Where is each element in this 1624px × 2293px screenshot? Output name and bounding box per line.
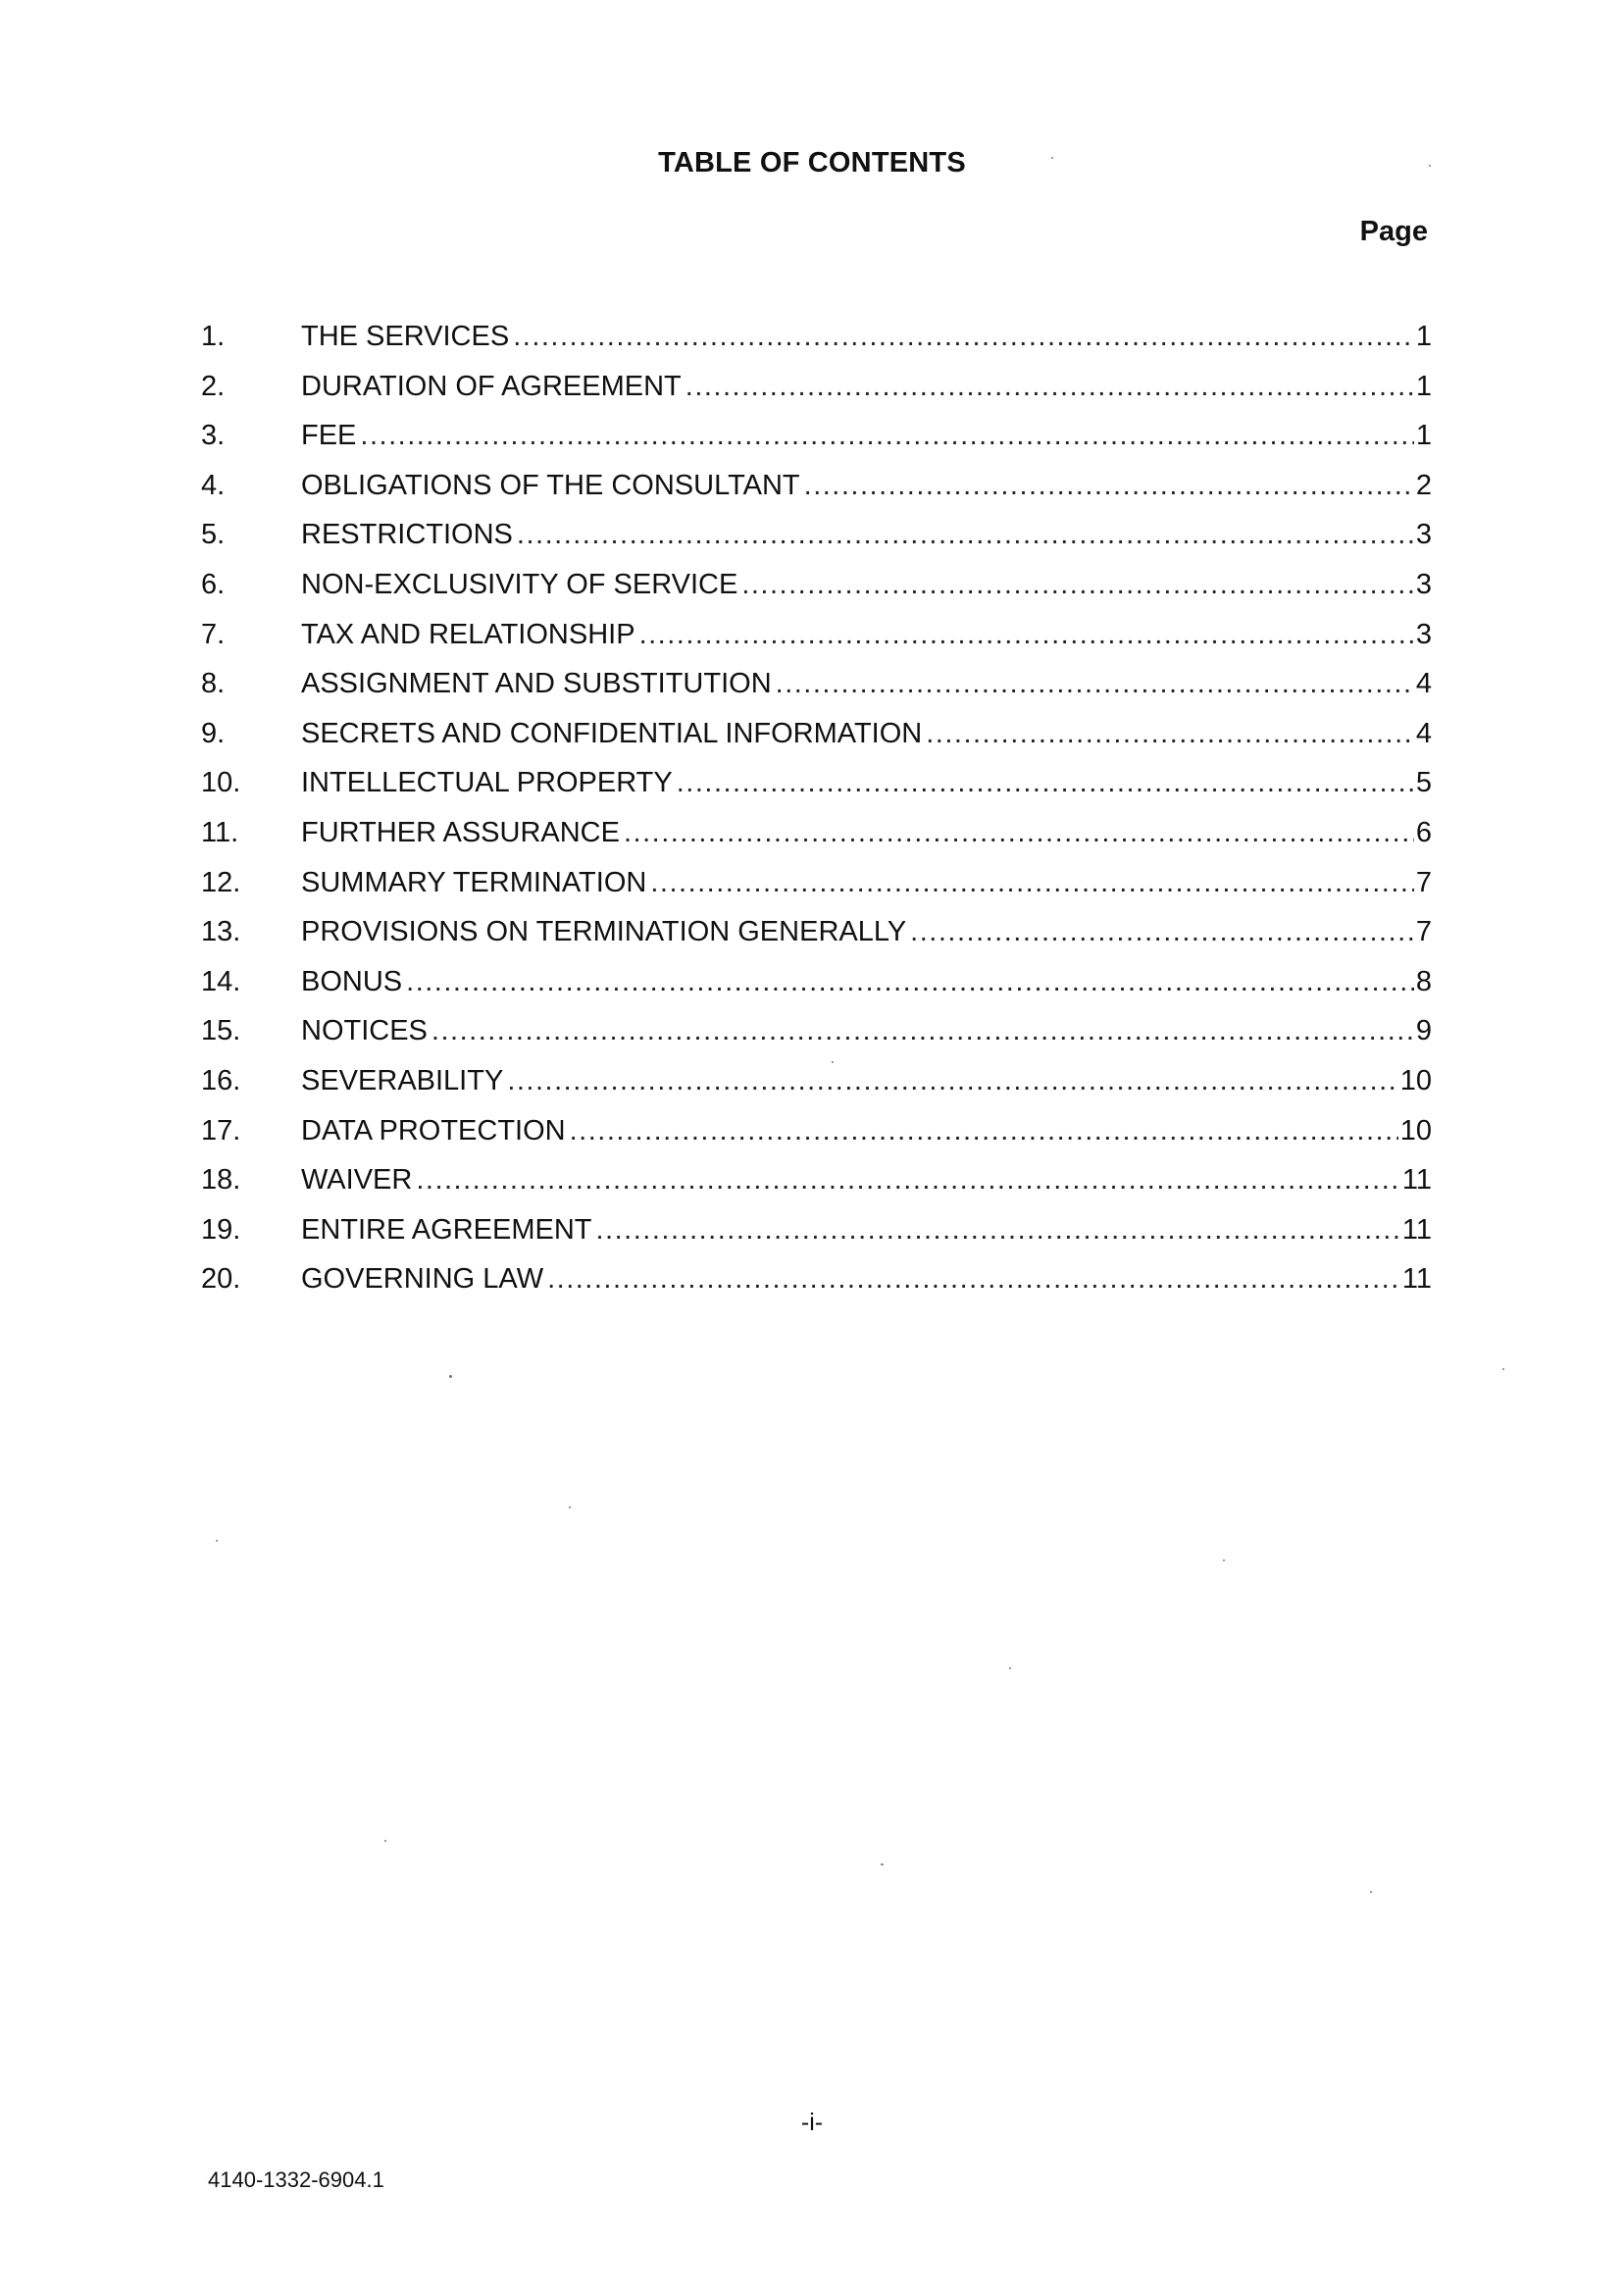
toc-entry[interactable] (201, 1056, 1432, 1106)
toc-entry-number: 17. (201, 1114, 241, 1146)
toc-entry-page: 4 (1415, 717, 1432, 749)
toc-entry-number: 16. (201, 1064, 241, 1096)
toc-entry-label: NON-EXCLUSIVITY OF SERVICE (301, 568, 738, 600)
toc-dot-leader (547, 1254, 1400, 1304)
toc-dot-leader (416, 1155, 1400, 1205)
page-column-label: Page (1359, 216, 1428, 247)
toc-dot-leader (624, 808, 1414, 858)
toc-entry-number: 8. (201, 668, 226, 700)
scan-speck (881, 1863, 884, 1865)
scan-speck (832, 1061, 834, 1063)
toc-entry-page: 11 (1401, 1263, 1432, 1296)
toc-entry[interactable] (201, 1155, 1432, 1205)
toc-entry-number: 5. (201, 519, 226, 551)
toc-entry-number: 20. (201, 1263, 241, 1296)
toc-entry[interactable] (201, 461, 1432, 511)
toc-entry-page: 11 (1401, 1164, 1432, 1197)
scan-speck (1009, 1667, 1011, 1669)
scan-speck (449, 1375, 452, 1378)
toc-entry[interactable] (201, 808, 1432, 858)
toc-entry-label: ENTIRE AGREEMENT (301, 1213, 592, 1246)
scan-speck (569, 1506, 571, 1508)
toc-entry[interactable] (201, 312, 1432, 362)
toc-entry[interactable] (201, 907, 1432, 957)
toc-entry-number: 10. (201, 767, 241, 799)
toc-entry[interactable] (201, 709, 1432, 759)
toc-entry[interactable] (201, 1254, 1432, 1304)
scan-speck (216, 1540, 218, 1542)
toc-entry-label: SUMMARY TERMINATION (301, 866, 647, 898)
toc-entry-page: 10 (1399, 1064, 1432, 1096)
toc-entry-label: TAX AND RELATIONSHIP (301, 618, 635, 650)
toc-entry-number: 9. (201, 717, 226, 749)
toc-dot-leader (639, 610, 1414, 660)
toc-entry-number: 15. (201, 1015, 241, 1047)
toc-entry-page: 1 (1415, 321, 1432, 352)
toc-dot-leader (431, 1006, 1414, 1056)
toc-entry-number: 3. (201, 420, 226, 452)
toc-entry-page: 7 (1415, 866, 1432, 898)
toc-dot-leader (517, 510, 1414, 560)
toc-entry-label: SECRETS AND CONFIDENTIAL INFORMATION (301, 717, 923, 749)
toc-dot-leader (910, 907, 1414, 957)
toc-entry-page: 1 (1415, 370, 1432, 402)
toc-entry[interactable] (201, 858, 1432, 908)
toc-dot-leader (360, 411, 1413, 461)
toc-entry-label: THE SERVICES (301, 321, 510, 352)
toc-entry[interactable] (201, 510, 1432, 560)
toc-entry-label: OBLIGATIONS OF THE CONSULTANT (301, 469, 800, 501)
toc-dot-leader (513, 312, 1414, 362)
toc-entry[interactable] (201, 411, 1432, 461)
toc-entry[interactable] (201, 957, 1432, 1007)
toc-entry[interactable] (201, 1006, 1432, 1056)
toc-entry-number: 1. (201, 321, 226, 352)
toc-entry-label: DATA PROTECTION (301, 1114, 566, 1146)
toc-entry[interactable] (201, 1106, 1432, 1156)
toc-entry-number: 12. (201, 866, 241, 898)
toc-entry-number: 4. (201, 469, 226, 501)
toc-entry-number: 6. (201, 568, 226, 600)
scan-speck (1429, 165, 1431, 167)
toc-entry-page: 3 (1415, 618, 1432, 650)
toc-entry[interactable] (201, 659, 1432, 709)
scan-speck (1502, 1368, 1504, 1370)
toc-dot-leader (685, 362, 1414, 412)
toc-dot-leader (741, 560, 1414, 610)
toc-entry[interactable] (201, 560, 1432, 610)
toc-entry-page: 3 (1415, 519, 1432, 551)
toc-entry-label: INTELLECTUAL PROPERTY (301, 767, 673, 799)
toc-entry-label: FURTHER ASSURANCE (301, 816, 620, 848)
toc-entry-page: 8 (1415, 965, 1432, 997)
toc-entry[interactable] (201, 758, 1432, 808)
toc-entry[interactable] (201, 610, 1432, 660)
toc-entry-number: 14. (201, 965, 241, 997)
toc-entry-page: 9 (1415, 1015, 1432, 1047)
toc-entry-page: 5 (1415, 767, 1432, 799)
toc-entry-number: 2. (201, 370, 226, 402)
footer-page-number: -i- (800, 2109, 824, 2136)
toc-entry-page: 1 (1415, 420, 1432, 452)
toc-entry-page: 7 (1415, 916, 1432, 948)
toc-entry[interactable] (201, 1205, 1432, 1255)
toc-title: TABLE OF CONTENTS (658, 147, 966, 178)
toc-entry-label: RESTRICTIONS (301, 519, 513, 551)
toc-entry-label: SEVERABILITY (301, 1064, 504, 1096)
toc-list (201, 312, 1432, 1304)
toc-entry-label: WAIVER (301, 1164, 413, 1197)
toc-dot-leader (650, 858, 1414, 908)
toc-dot-leader (507, 1056, 1397, 1106)
toc-entry-page: 10 (1399, 1114, 1432, 1146)
toc-dot-leader (596, 1205, 1400, 1255)
toc-dot-leader (776, 659, 1414, 709)
toc-entry-number: 11. (201, 816, 239, 848)
toc-entry-label: ASSIGNMENT AND SUBSTITUTION (301, 668, 772, 700)
toc-dot-leader (677, 758, 1414, 808)
toc-entry-page: 3 (1415, 568, 1432, 600)
scan-speck (1051, 157, 1053, 159)
toc-dot-leader (406, 957, 1414, 1007)
scan-speck (384, 1840, 386, 1842)
toc-entry-number: 18. (201, 1164, 241, 1197)
toc-dot-leader (926, 709, 1414, 759)
document-id: 4140-1332-6904.1 (208, 2167, 384, 2192)
scan-speck (1370, 1891, 1372, 1893)
toc-entry-page: 6 (1415, 816, 1432, 848)
toc-entry-number: 19. (201, 1213, 241, 1246)
toc-entry-number: 13. (201, 916, 241, 948)
toc-entry-label: DURATION OF AGREEMENT (301, 370, 682, 402)
toc-entry-label: NOTICES (301, 1015, 428, 1047)
toc-dot-leader (804, 461, 1414, 511)
toc-entry-number: 7. (201, 618, 226, 650)
toc-entry-page: 11 (1401, 1213, 1432, 1246)
scan-speck (1223, 1559, 1225, 1561)
toc-entry-label: FEE (301, 420, 357, 452)
toc-entry-label: PROVISIONS ON TERMINATION GENERALLY (301, 916, 907, 948)
toc-entry-label: GOVERNING LAW (301, 1263, 544, 1296)
toc-entry-label: BONUS (301, 965, 403, 997)
toc-dot-leader (570, 1106, 1398, 1156)
toc-entry-page: 2 (1415, 469, 1432, 501)
toc-entry-page: 4 (1415, 668, 1432, 700)
toc-entry[interactable] (201, 362, 1432, 412)
